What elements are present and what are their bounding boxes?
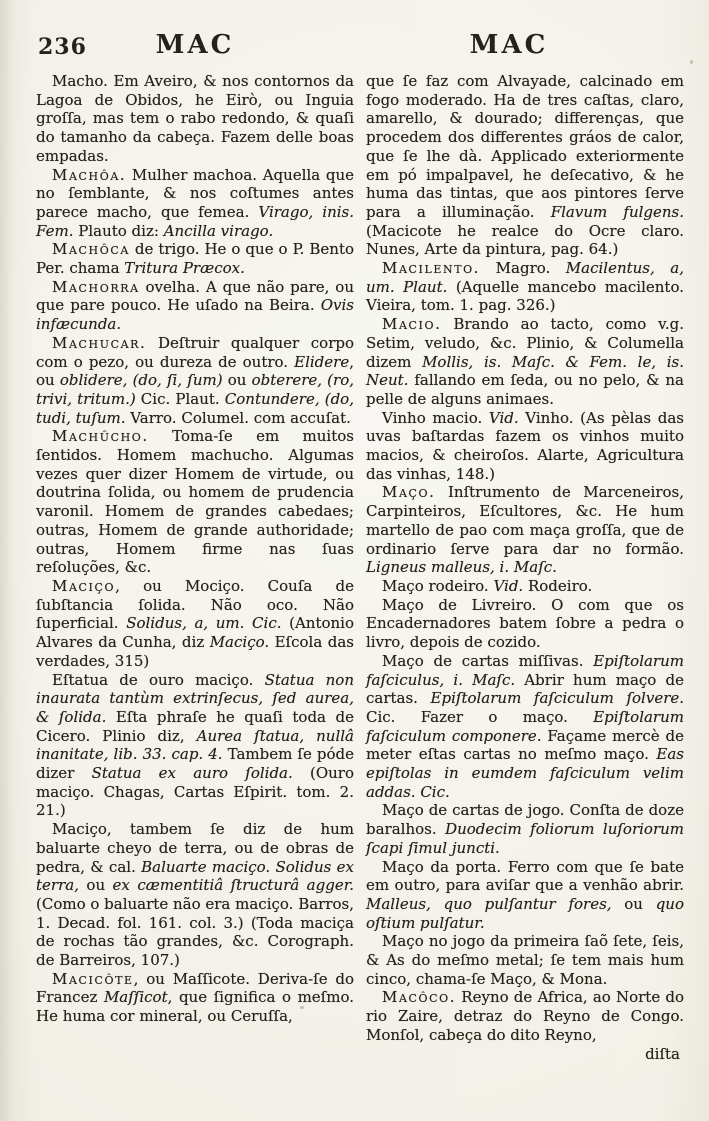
- headword: Macicôte: [52, 969, 134, 988]
- text-run: , que ſignifica o meſmo. He huma cor mineral, ou Ceruſſa,: [36, 988, 354, 1026]
- text-run: (Macicote he realce do Ocre claro. Nunes, Arte da pintura, pag. 64.): [366, 221, 684, 259]
- headword: Machorra: [52, 277, 140, 296]
- latin-italic-run: Statua ex auro ſolida.: [91, 764, 293, 783]
- text-run: de trigo. He o que o P. Bento Per. chama: [36, 240, 354, 278]
- text-run: ou: [611, 894, 656, 913]
- text-run: (Aquelle mancebo macilento. Vieira, tom. 1. pag. 326.): [366, 277, 684, 315]
- headword: Macio.: [382, 315, 442, 334]
- headword: Macilento.: [382, 259, 481, 278]
- text-run: Vinho macio.: [382, 408, 489, 427]
- headword: Machûcho.: [52, 427, 149, 446]
- running-head-right: MAC: [469, 30, 549, 60]
- text-run: Maço de Livreiro. O com que os Encadernadores batem ſobre a pedra o livro, depois de cozido.: [366, 595, 684, 652]
- ink-speck: [690, 60, 693, 64]
- catchword: diſta: [645, 1044, 680, 1063]
- latin-italic-run: Macilentus, a, um. Plaut.: [366, 259, 684, 296]
- entry-paragraph: [36, 334, 354, 428]
- entry-paragraph: [366, 596, 684, 652]
- latin-italic-run: Ovis infæcunda.: [36, 296, 354, 334]
- entry-paragraph: [36, 671, 354, 821]
- text-run: Magro.: [480, 259, 566, 278]
- entry-paragraph: [366, 259, 684, 315]
- entry-paragraph: [36, 72, 354, 166]
- entry-paragraph: [366, 409, 684, 484]
- text-run: (Ouro maciço. Chagas, Cartas Eſpirit. tom. 2. 21.): [36, 764, 354, 820]
- right-column: [366, 72, 684, 1063]
- text-run: Reyno de Africa, ao Norte do rio Zaire, detraz do Reyno de Congo. Monſol, cabeça do dito Reyno,: [366, 988, 684, 1044]
- latin-italic-run: Solidus, a, um. Cic.: [126, 614, 282, 633]
- headword: Machôca: [52, 240, 130, 259]
- text-run: ovelha. A que não pare, ou que pare pouco. He uſado na Beira.: [36, 277, 354, 315]
- text-run: que ſe faz com Alvayade, calcinado em fogo moderado. Ha de tres caſtas, claro, amarello, & dourado; differenças, que procedem dos differentes gráos de calor, que ſe lhe dà. Applicado exteriormente em pó impalpavel, he deſecativo, & he huma das tintas, que aos pintores ſerve para a illuminação.: [366, 72, 684, 221]
- entry-paragraph: [36, 427, 354, 577]
- right-column-paragraphs: [366, 72, 684, 1045]
- latin-italic-run: obterere, (ro, trivi, tritum.): [36, 371, 355, 408]
- text-run: , ou Mociço. Couſa de ſubſtancia ſolida. Não oco. Não ſuperficial.: [36, 576, 354, 633]
- entry-paragraph: [366, 652, 684, 802]
- left-column: [36, 72, 354, 1026]
- text-run: Eſcola das verdades, 315): [36, 633, 354, 670]
- text-run: Eſta phraſe he quaſi toda de Cicero. Plinio diz,: [36, 707, 354, 745]
- latin-italic-run: Elidere: [294, 352, 350, 371]
- text-run: Maço de cartas de jogo. Conſta de doze baralhos.: [366, 801, 684, 839]
- left-column-paragraphs: [36, 72, 354, 1026]
- entry-paragraph: [36, 166, 354, 241]
- text-run: Rodeiro.: [523, 576, 593, 595]
- entry-paragraph: [36, 970, 354, 1026]
- entry-paragraph: [366, 315, 684, 409]
- text-run: Varro. Columel. com accuſat.: [125, 408, 351, 427]
- latin-italic-run: Tritura Præcox.: [124, 259, 245, 278]
- text-run: Abrir hum maço de cartas.: [366, 670, 684, 708]
- latin-italic-run: Virago, inis. Fem.: [36, 202, 354, 240]
- entry-paragraph: [36, 577, 354, 671]
- latin-italic-run: Flavum fulgens.: [550, 202, 685, 221]
- entry-paragraph: [36, 240, 354, 277]
- text-run: Façame mercè de meter eſtas cartas no meſmo maço.: [366, 726, 685, 764]
- text-run: Deſtruir qualquer corpo com o pezo, ou dureza de outro.: [36, 333, 354, 371]
- ink-speck: [330, 246, 333, 249]
- latin-italic-run: Maſſicot: [103, 988, 168, 1007]
- latin-italic-run: Baluarte maciço. Solidus ex terra,: [36, 857, 354, 895]
- text-run: Maço de cartas miſſivas.: [382, 651, 594, 670]
- text-run: fallando em ſeda, ou no pelo, & na pelle de alguns animaes.: [366, 371, 684, 408]
- text-run: Plauto diz:: [73, 221, 164, 240]
- latin-italic-run: Malleus, quo pulſantur fores,: [366, 894, 612, 913]
- text-run: Maço da porta. Ferro com que ſe bate em outro, para aviſar que a venhão abrir.: [366, 857, 684, 895]
- text-run: , ou: [36, 352, 354, 390]
- text-run: Maço rodeiro.: [382, 576, 494, 595]
- entry-paragraph: [366, 72, 684, 259]
- text-run: ou: [222, 371, 252, 390]
- text-run: Cic. Fazer o maço.: [366, 707, 594, 726]
- text-run: Cic. Plaut.: [135, 389, 225, 408]
- latin-italic-run: Statua non inaurata tantùm extrinſecus, ſed aurea, & ſolida.: [36, 670, 354, 726]
- page-number: 236: [38, 34, 87, 60]
- headword: Machôa.: [52, 165, 127, 184]
- latin-italic-run: Aurea ſtatua, nullâ inanitate, lib. 33. cap. 4.: [36, 726, 354, 764]
- page-fold-shadow: [0, 0, 14, 1121]
- headword: Machucar.: [52, 333, 147, 352]
- text-run: Macho. Em Aveiro, & nos contornos da Lagoa de Obidos, he Eirò, ou Inguia groſſa, mas tem o rabo redondo, & quaſi do tamanho da cabeça. Fazem delle boas empadas.: [36, 72, 354, 165]
- entry-paragraph: [366, 858, 684, 933]
- text-run: Maciço, tambem ſe diz de hum baluarte cheyo de terra, ou de obras de pedra, & cal.: [36, 820, 354, 876]
- entry-paragraph: [366, 988, 684, 1044]
- text-run: (Como o baluarte não era maciço. Barros, 1. Decad. fol. 161. col. 3.) (Toda maciça de rochas tão grandes, &c. Corograph. de Barreiros, 107.): [36, 894, 355, 970]
- text-run: , ou Maſſicote. Deriva-ſe do Francez: [36, 969, 354, 1007]
- latin-italic-run: Epiſtolarum faſciculum ſolvere.: [430, 689, 685, 708]
- latin-italic-run: Maciço.: [209, 633, 270, 652]
- latin-italic-run: Eas epiſtolas in eumdem faſciculum velim addas. Cic.: [366, 745, 684, 801]
- latin-italic-run: quo oſtium pulſatur.: [366, 894, 684, 932]
- entry-paragraph: [36, 820, 354, 970]
- headword: Maço.: [382, 483, 436, 502]
- text-run: Mulher machoa. Aquella que no ſemblante, & nos coſtumes antes parece macho, que femea.: [36, 165, 354, 221]
- text-run: ou: [78, 876, 113, 895]
- text-run: Vinho. (As pèlas das uvas baſtardas fazem os vinhos muito macios, & cheiroſos. Alarte, Agricultura das vinhas, 148.): [366, 408, 684, 483]
- headword: Maciço: [52, 576, 116, 595]
- entry-paragraph: [366, 801, 684, 857]
- headword: Macôco.: [382, 988, 457, 1007]
- latin-italic-run: ex cæmentitiâ ſtructurâ agger.: [112, 876, 354, 895]
- running-head-left: MAC: [155, 30, 235, 60]
- latin-italic-run: Epiſtolarum faſciculus, i. Maſc.: [366, 651, 684, 689]
- latin-italic-run: Ligneus malleus, i. Maſc.: [366, 558, 557, 577]
- latin-italic-run: Vid.: [488, 408, 519, 427]
- text-run: (Antonio Alvares da Cunha, diz: [36, 614, 355, 652]
- text-run: Maço no jogo da primeira ſaõ ſete, ſeis, & As do meſmo metal; ſe tem mais hum cinco, chama-ſe Maço, & Mona.: [366, 932, 684, 988]
- ink-speck: [300, 1006, 304, 1009]
- entry-paragraph: [366, 577, 684, 596]
- latin-italic-run: Mollis, is. Maſc. & Fem. le, is. Neut.: [366, 352, 685, 390]
- text-run: Eſtatua de ouro maciço.: [52, 670, 265, 689]
- latin-italic-run: Vid.: [493, 576, 524, 595]
- text-run: Toma-ſe em muitos ſentidos. Homem machucho. Algumas vezes quer dizer Homem de virtude, ou doutrina ſolida, ou homem de prudencia varonil. Homem de grandes cabedaes; outras, Homem de grande authoridade; outras, Homem firme nas ſuas reſoluções, &c.: [36, 427, 354, 577]
- entry-paragraph: [366, 932, 684, 988]
- entry-paragraph: [36, 278, 354, 334]
- latin-italic-run: Duodecim foliorum luſoriorum ſcapi ſimul juncti.: [366, 820, 685, 857]
- latin-italic-run: Epiſtolarum faſciculum componere.: [366, 707, 684, 745]
- latin-italic-run: Ancilla virago.: [163, 221, 274, 240]
- text-run: Tambem ſe póde dizer: [36, 745, 354, 783]
- text-run: Inſtrumento de Marceneiros, Carpinteiros, Eſcultores, &c. He hum martello de pao com maça groſſa, que de ordinario ſerve para dar no formão.: [366, 483, 684, 558]
- latin-italic-run: Contundere, (do, tudi, tuſum.: [36, 389, 354, 427]
- entry-paragraph: [366, 483, 684, 577]
- text-run: Brando ao tacto, como v.g. Setim, veludo, &c. Plinio, & Columella dizem: [366, 315, 684, 371]
- latin-italic-run: oblidere, (do, ſi, ſum): [59, 371, 223, 390]
